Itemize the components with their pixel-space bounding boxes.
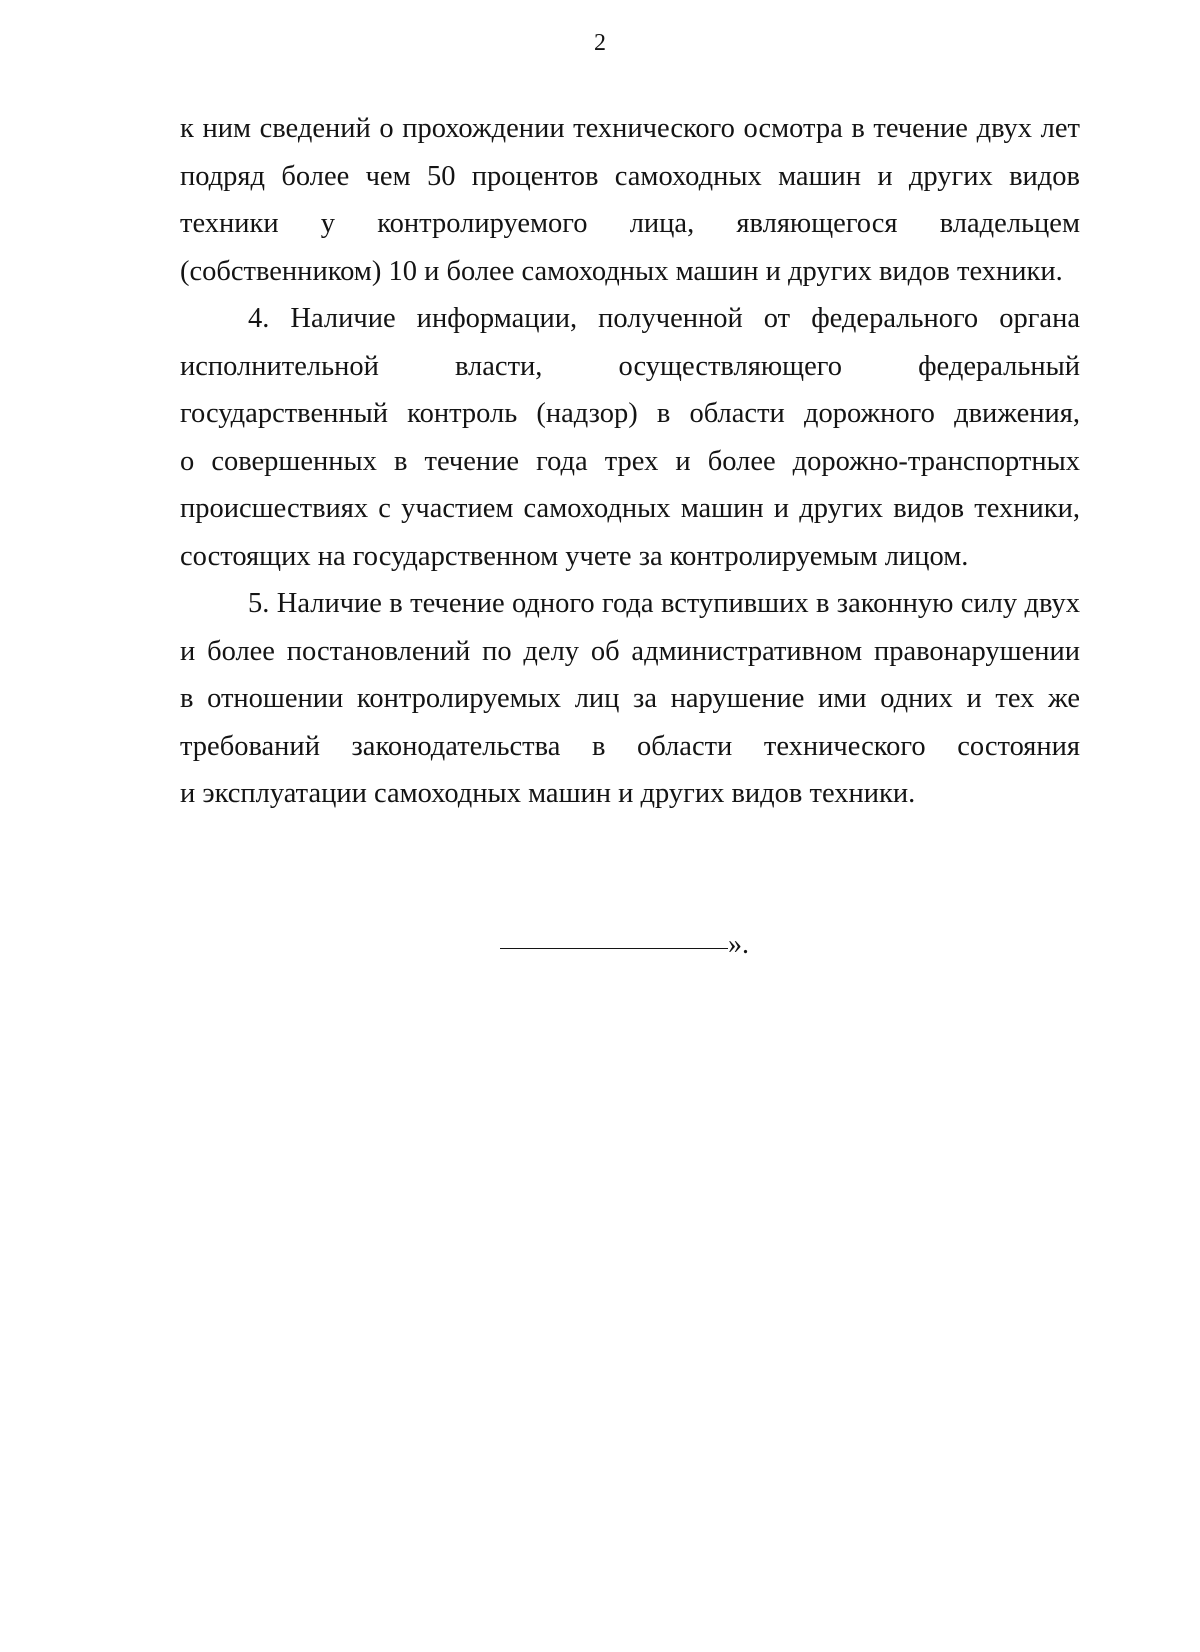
text-line: 5. Наличие в течение одного года вступивших в законную силу двух bbox=[248, 588, 1080, 619]
paragraph-item-4 bbox=[180, 295, 1080, 580]
text-line: требований законодательства в области технического состояния bbox=[180, 730, 1080, 762]
paragraph-continuation bbox=[180, 105, 1080, 295]
text-line: к ним сведений о прохождении технического осмотра в течение двух лет bbox=[180, 113, 1080, 144]
page-number: 2 bbox=[594, 30, 606, 56]
document-body bbox=[180, 105, 1080, 818]
text-line: подряд более чем 50 процентов самоходных машин и других видов bbox=[180, 160, 1080, 192]
text-line: и более постановлений по делу об административном правонарушении bbox=[180, 635, 1080, 667]
text-line: и эксплуатации самоходных машин и других видов техники. bbox=[180, 778, 916, 809]
text-line: техники у контролируемого лица, являющегося владельцем bbox=[180, 208, 1080, 239]
text-line: государственный контроль (надзор) в области дорожного движения, bbox=[180, 398, 1080, 429]
paragraph-item-5 bbox=[180, 580, 1080, 818]
text-line: исполнительной власти, осуществляющего федеральный bbox=[180, 350, 1080, 382]
text-line: (собственником) 10 и более самоходных машин и других видов техники. bbox=[180, 255, 1063, 287]
text-line: 4. Наличие информации, полученной от федерального органа bbox=[248, 303, 1080, 334]
text-line: состоящих на государственном учете за контролируемым лицом. bbox=[180, 540, 969, 572]
closing-mark bbox=[500, 928, 749, 962]
text-line: о совершенных в течение года трех и более дорожно-транспортных bbox=[180, 445, 1080, 477]
closing-rule bbox=[500, 948, 728, 949]
text-line: в отношении контролируемых лиц за нарушение ими одних и тех же bbox=[180, 683, 1080, 714]
closing-quote: ». bbox=[728, 929, 749, 960]
text-line: происшествиях с участием самоходных машин и других видов техники, bbox=[180, 493, 1080, 524]
